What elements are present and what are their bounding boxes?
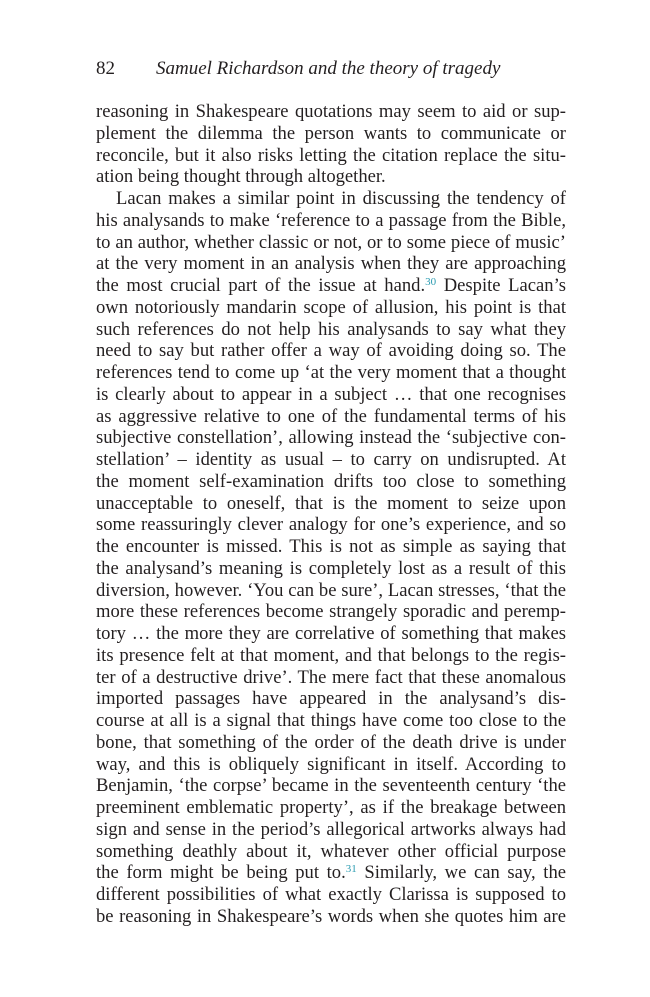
text-line-content: is clearly about to appear in a subject … that one recognises xyxy=(96,383,566,405)
text-line-content: ter of a destructive drive’. The mere fact that these anomalous xyxy=(96,666,566,688)
text-line xyxy=(96,123,566,145)
text-line-content: be reasoning in Shakespeare’s words when she quotes him are xyxy=(96,905,566,927)
text-line-content: plement the dilemma the person wants to communicate or xyxy=(96,122,566,144)
text-line-content: imported passages have appeared in the analysand’s dis- xyxy=(96,688,566,710)
text-line xyxy=(96,188,566,210)
text-line xyxy=(96,710,566,732)
text-line xyxy=(96,536,566,558)
text-line-content: to an author, whether classic or not, or to some piece of music’ xyxy=(96,231,566,253)
text-line xyxy=(96,667,566,689)
text-line xyxy=(96,884,566,906)
text-line-content: the most crucial part of the issue at hand. xyxy=(96,275,426,296)
text-line-content: as aggressive relative to one of the fundamental terms of his xyxy=(96,405,566,427)
text-line xyxy=(96,232,566,254)
text-line xyxy=(96,580,566,602)
text-line xyxy=(96,275,566,297)
footnote-marker[interactable]: 31 xyxy=(345,863,357,876)
text-line-content: its presence felt at that moment, and that belongs to the regis- xyxy=(96,644,566,666)
text-line xyxy=(96,754,566,776)
text-line xyxy=(96,166,566,188)
text-line-content: sign and sense in the period’s allegorical artworks always had xyxy=(96,818,566,840)
text-line xyxy=(96,688,566,710)
text-line-content: reconcile, but it also risks letting the citation replace the situ- xyxy=(96,144,566,166)
text-line xyxy=(96,493,566,515)
text-line-content: stellation’ – identity as usual – to carry on undisrupted. At xyxy=(96,449,566,470)
text-line xyxy=(96,601,566,623)
text-line-content: subjective constellation’, allowing instead the ‘subjective con- xyxy=(96,427,566,449)
text-line xyxy=(96,797,566,819)
text-line xyxy=(96,906,566,928)
text-line xyxy=(96,732,566,754)
text-line-content: own notoriously mandarin scope of allusion, his point is that xyxy=(96,296,566,318)
text-line xyxy=(96,471,566,493)
text-line xyxy=(96,297,566,319)
text-line xyxy=(96,427,566,449)
text-line-content: at the very moment in an analysis when they are approaching xyxy=(96,253,566,275)
text-line xyxy=(96,384,566,406)
text-line xyxy=(96,558,566,580)
text-line-content: diversion, however. ‘You can be sure’, Lacan stresses, ‘that the xyxy=(96,579,566,601)
text-line-content: Lacan makes a similar point in discussing the tendency of xyxy=(116,188,566,209)
text-line-content: preeminent emblematic property’, as if the breakage between xyxy=(96,797,566,818)
text-line xyxy=(96,101,566,123)
text-line-content: references tend to come up ‘at the very moment that a thought xyxy=(96,362,566,383)
text-line xyxy=(96,362,566,384)
text-line-content: bone, that something of the order of the death drive is under xyxy=(96,731,566,753)
text-line xyxy=(96,210,566,232)
text-line xyxy=(96,319,566,341)
text-line xyxy=(96,623,566,645)
text-line-content: some reassuringly clever analogy for one’s experience, and so xyxy=(96,514,566,536)
text-line-content: the analysand’s meaning is completely lost as a result of this xyxy=(96,557,566,579)
text-line xyxy=(96,340,566,362)
text-line-content: Despite Lacan’s xyxy=(436,275,566,296)
text-line xyxy=(96,253,566,275)
text-line-content: different possibilities of what exactly Clarissa is supposed to xyxy=(96,884,566,905)
text-line xyxy=(96,645,566,667)
text-line-content: the moment self-examination drifts too close to something xyxy=(96,470,566,492)
text-line-content: unacceptable to oneself, that is the moment to seize upon xyxy=(96,492,566,514)
text-line-content: way, and this is obliquely significant in itself. According to xyxy=(96,753,566,775)
text-line-content: tory … the more they are correlative of something that makes xyxy=(96,623,566,644)
text-line-content: something deathly about it, whatever other official purpose xyxy=(96,840,566,862)
text-line-content: Similarly, we can say, the xyxy=(356,862,566,884)
text-line-content: such references do not help his analysands to say what they xyxy=(96,318,566,340)
page-number: 82 xyxy=(96,58,115,79)
text-line-content: his analysands to make ‘reference to a passage from the Bible, xyxy=(96,209,566,231)
text-line-content: the encounter is missed. This is not as simple as saying that xyxy=(96,536,566,557)
text-line-content: ation being thought through altogether. xyxy=(96,166,386,188)
running-title: Samuel Richardson and the theory of tragedy xyxy=(156,58,501,79)
body-text xyxy=(96,101,566,928)
text-line xyxy=(96,406,566,428)
running-head xyxy=(96,56,566,82)
footnote-marker[interactable]: 30 xyxy=(425,276,437,288)
text-line xyxy=(96,449,566,471)
text-line xyxy=(96,862,566,884)
text-line-content: the form might be being put to. xyxy=(96,862,346,884)
text-line-content: course at all is a signal that things have come too close to the xyxy=(96,710,566,731)
text-line xyxy=(96,841,566,863)
text-line-content: need to say but rather offer a way of avoiding doing so. The xyxy=(96,340,566,362)
text-line xyxy=(96,775,566,797)
text-line-content: reasoning in Shakespeare quotations may seem to aid or sup- xyxy=(96,101,566,122)
text-line xyxy=(96,145,566,167)
text-line xyxy=(96,819,566,841)
text-line xyxy=(96,514,566,536)
text-line-content: more these references become strangely sporadic and peremp- xyxy=(96,601,566,623)
text-line-content: Benjamin, ‘the corpse’ became in the seventeenth century ‘the xyxy=(96,775,566,797)
